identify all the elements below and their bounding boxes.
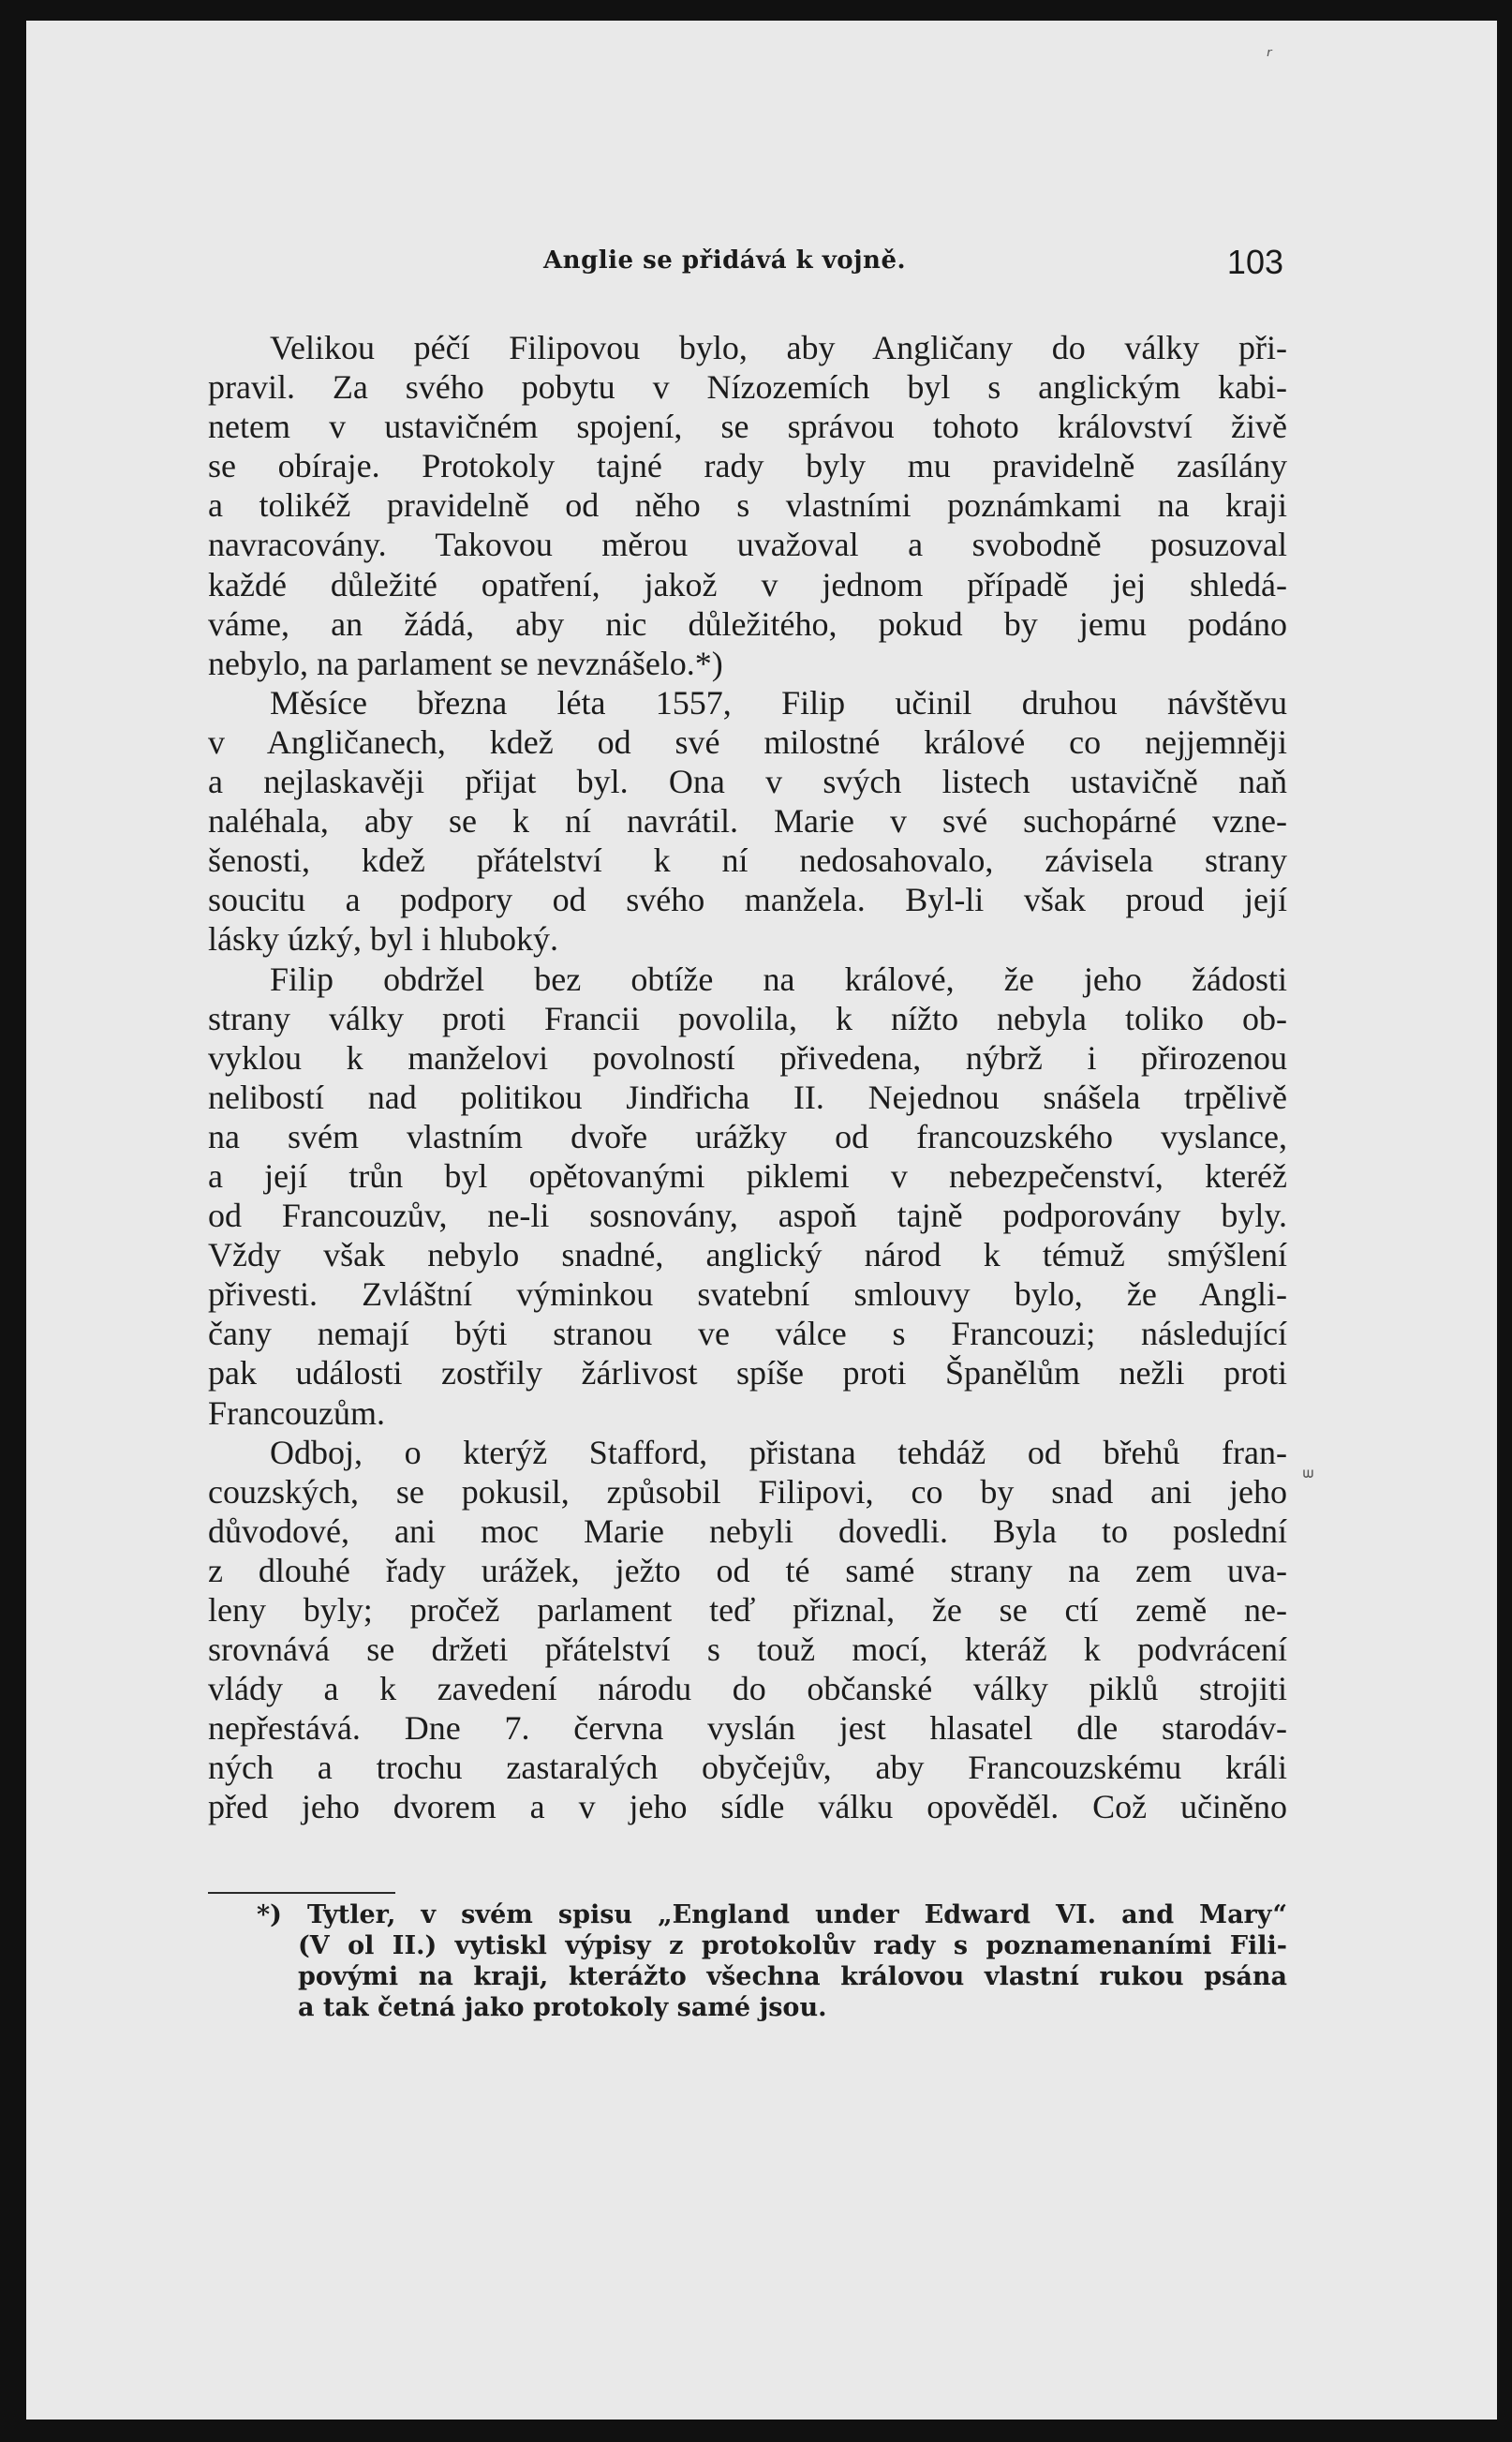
text-line: pravil. Za svého pobytu v Nízozemích byl s anglickým kabi- bbox=[208, 368, 1287, 407]
footnote-line: (V ol II.) vytiskl výpisy z protokolův rady s poznamenaními Fili- bbox=[298, 1931, 1287, 1960]
footnote bbox=[208, 1899, 1287, 2023]
text-line: nebylo, na parlament se nevznášelo.*) bbox=[208, 644, 723, 682]
text-line: couzských, se pokusil, způsobil Filipovi, co by snad ani jeho bbox=[208, 1472, 1287, 1511]
text-line: důvodové, ani moc Marie nebyli dovedli. Byla to poslední bbox=[208, 1511, 1287, 1550]
main-text bbox=[208, 328, 1287, 1827]
footnote-line: a tak četná jako protokoly samé jsou. bbox=[298, 1993, 827, 2022]
text-line: z dlouhé řady urážek, ježto od té samé strany na zem uva- bbox=[208, 1551, 1287, 1589]
text-line: soucitu a podpory od svého manžela. Byl-li však proud její bbox=[208, 881, 1287, 919]
text-line: a nejlaskavěji přijat byl. Ona v svých listech ustavičně naň bbox=[208, 763, 1287, 801]
text-line: ných a trochu zastaralých obyčejův, aby Francouzskému králi bbox=[208, 1749, 1287, 1787]
text-line: nelibostí nad politikou Jindřicha II. Nejednou snášela trpělivě bbox=[208, 1078, 1287, 1116]
text-line: před jeho dvorem a v jeho sídle válku opověděl. Což učiněno bbox=[208, 1788, 1287, 1826]
margin-mark: ᐜ bbox=[1302, 1467, 1314, 1495]
footnote-divider bbox=[208, 1892, 395, 1894]
text-line: lásky úzký, byl i hluboký. bbox=[208, 920, 558, 959]
text-line: naléhala, aby se k ní navrátil. Marie v své suchopárné vzne- bbox=[208, 802, 1287, 841]
text-line: Francouzům. bbox=[208, 1393, 385, 1432]
text-line: čany nemají býti stranou ve válce s Francouzi; následující bbox=[208, 1315, 1287, 1353]
text-line: pak události zostřily žárlivost spíše proti Španělům nežli proti bbox=[208, 1354, 1287, 1392]
text-line: váme, an žádá, aby nic důležitého, pokud by jemu podáno bbox=[208, 604, 1287, 643]
footnote-line: *) Tytler, v svém spisu „England under Edward VI. and Mary“ bbox=[257, 1900, 1287, 1929]
text-line: vlády a k zavedení národu do občanské války piklů strojiti bbox=[208, 1670, 1287, 1708]
text-line: leny byly; pročež parlament teď přiznal, že se ctí země ne- bbox=[208, 1591, 1287, 1629]
text-line: a její trůn byl opětovanými piklemi v nebezpečenství, kteréž bbox=[208, 1156, 1287, 1195]
footnote-line: povými na kraji, kterážto všechna královou vlastní rukou psána bbox=[298, 1962, 1287, 1991]
text-line: Měsíce března léta 1557, Filip učinil druhou návštěvu bbox=[270, 683, 1287, 722]
text-line: vyklou k manželovi povolností přivedena, nýbrž i přirozenou bbox=[208, 1038, 1287, 1077]
text-line: na svém vlastním dvoře urážky od francouzského vyslance, bbox=[208, 1117, 1287, 1155]
text-line: Velikou péčí Filipovou bylo, aby Angličany do války při- bbox=[270, 329, 1287, 366]
text-line: šenosti, kdež přátelství k ní nedosahovalo, závisela strany bbox=[208, 841, 1287, 880]
text-line: Odboj, o kterýž Stafford, přistana tehdáž od břehů fran- bbox=[270, 1433, 1287, 1471]
text-line: se obíraje. Protokoly tajné rady byly mu pravidelně zasílány bbox=[208, 447, 1287, 485]
text-line: od Francouzův, ne-li sosnovány, aspoň tajně podporovány byly. bbox=[208, 1197, 1287, 1235]
text-line: strany války proti Francii povolila, k nížto nebyla toliko ob- bbox=[208, 999, 1287, 1037]
text-line: netem v ustavičném spojení, se správou tohoto království živě bbox=[208, 408, 1287, 446]
text-line: nepřestává. Dne 7. června vyslán jest hlasatel dle starodáv- bbox=[208, 1709, 1287, 1748]
margin-mark: ʳ bbox=[1267, 45, 1272, 68]
text-line: v Angličanech, kdež od své milostné králové co nejjemněji bbox=[208, 722, 1287, 761]
page-number: 103 bbox=[1226, 243, 1283, 281]
text-line: přivesti. Zvláštní výminkou svatební smlouvy bylo, že Angli- bbox=[208, 1275, 1287, 1314]
text-line: každé důležité opatření, jakož v jednom případě jej shledá- bbox=[208, 565, 1287, 603]
text-line: a tolikéž pravidelně od něho s vlastními poznámkami na kraji bbox=[208, 486, 1287, 525]
text-line: navracovány. Takovou měrou uvažoval a svobodně posuzoval bbox=[208, 526, 1287, 564]
running-title: Anglie se přidává k vojně. bbox=[543, 246, 907, 275]
text-line: Vždy však nebylo snadné, anglický národ k témuž smýšlení bbox=[208, 1236, 1287, 1274]
text-line: Filip obdržel bez obtíže na králové, že jeho žádosti bbox=[270, 960, 1287, 998]
running-header bbox=[543, 243, 1283, 284]
text-line: srovnává se držeti přátelství s touž mocí, kteráž k podvrácení bbox=[208, 1630, 1287, 1669]
